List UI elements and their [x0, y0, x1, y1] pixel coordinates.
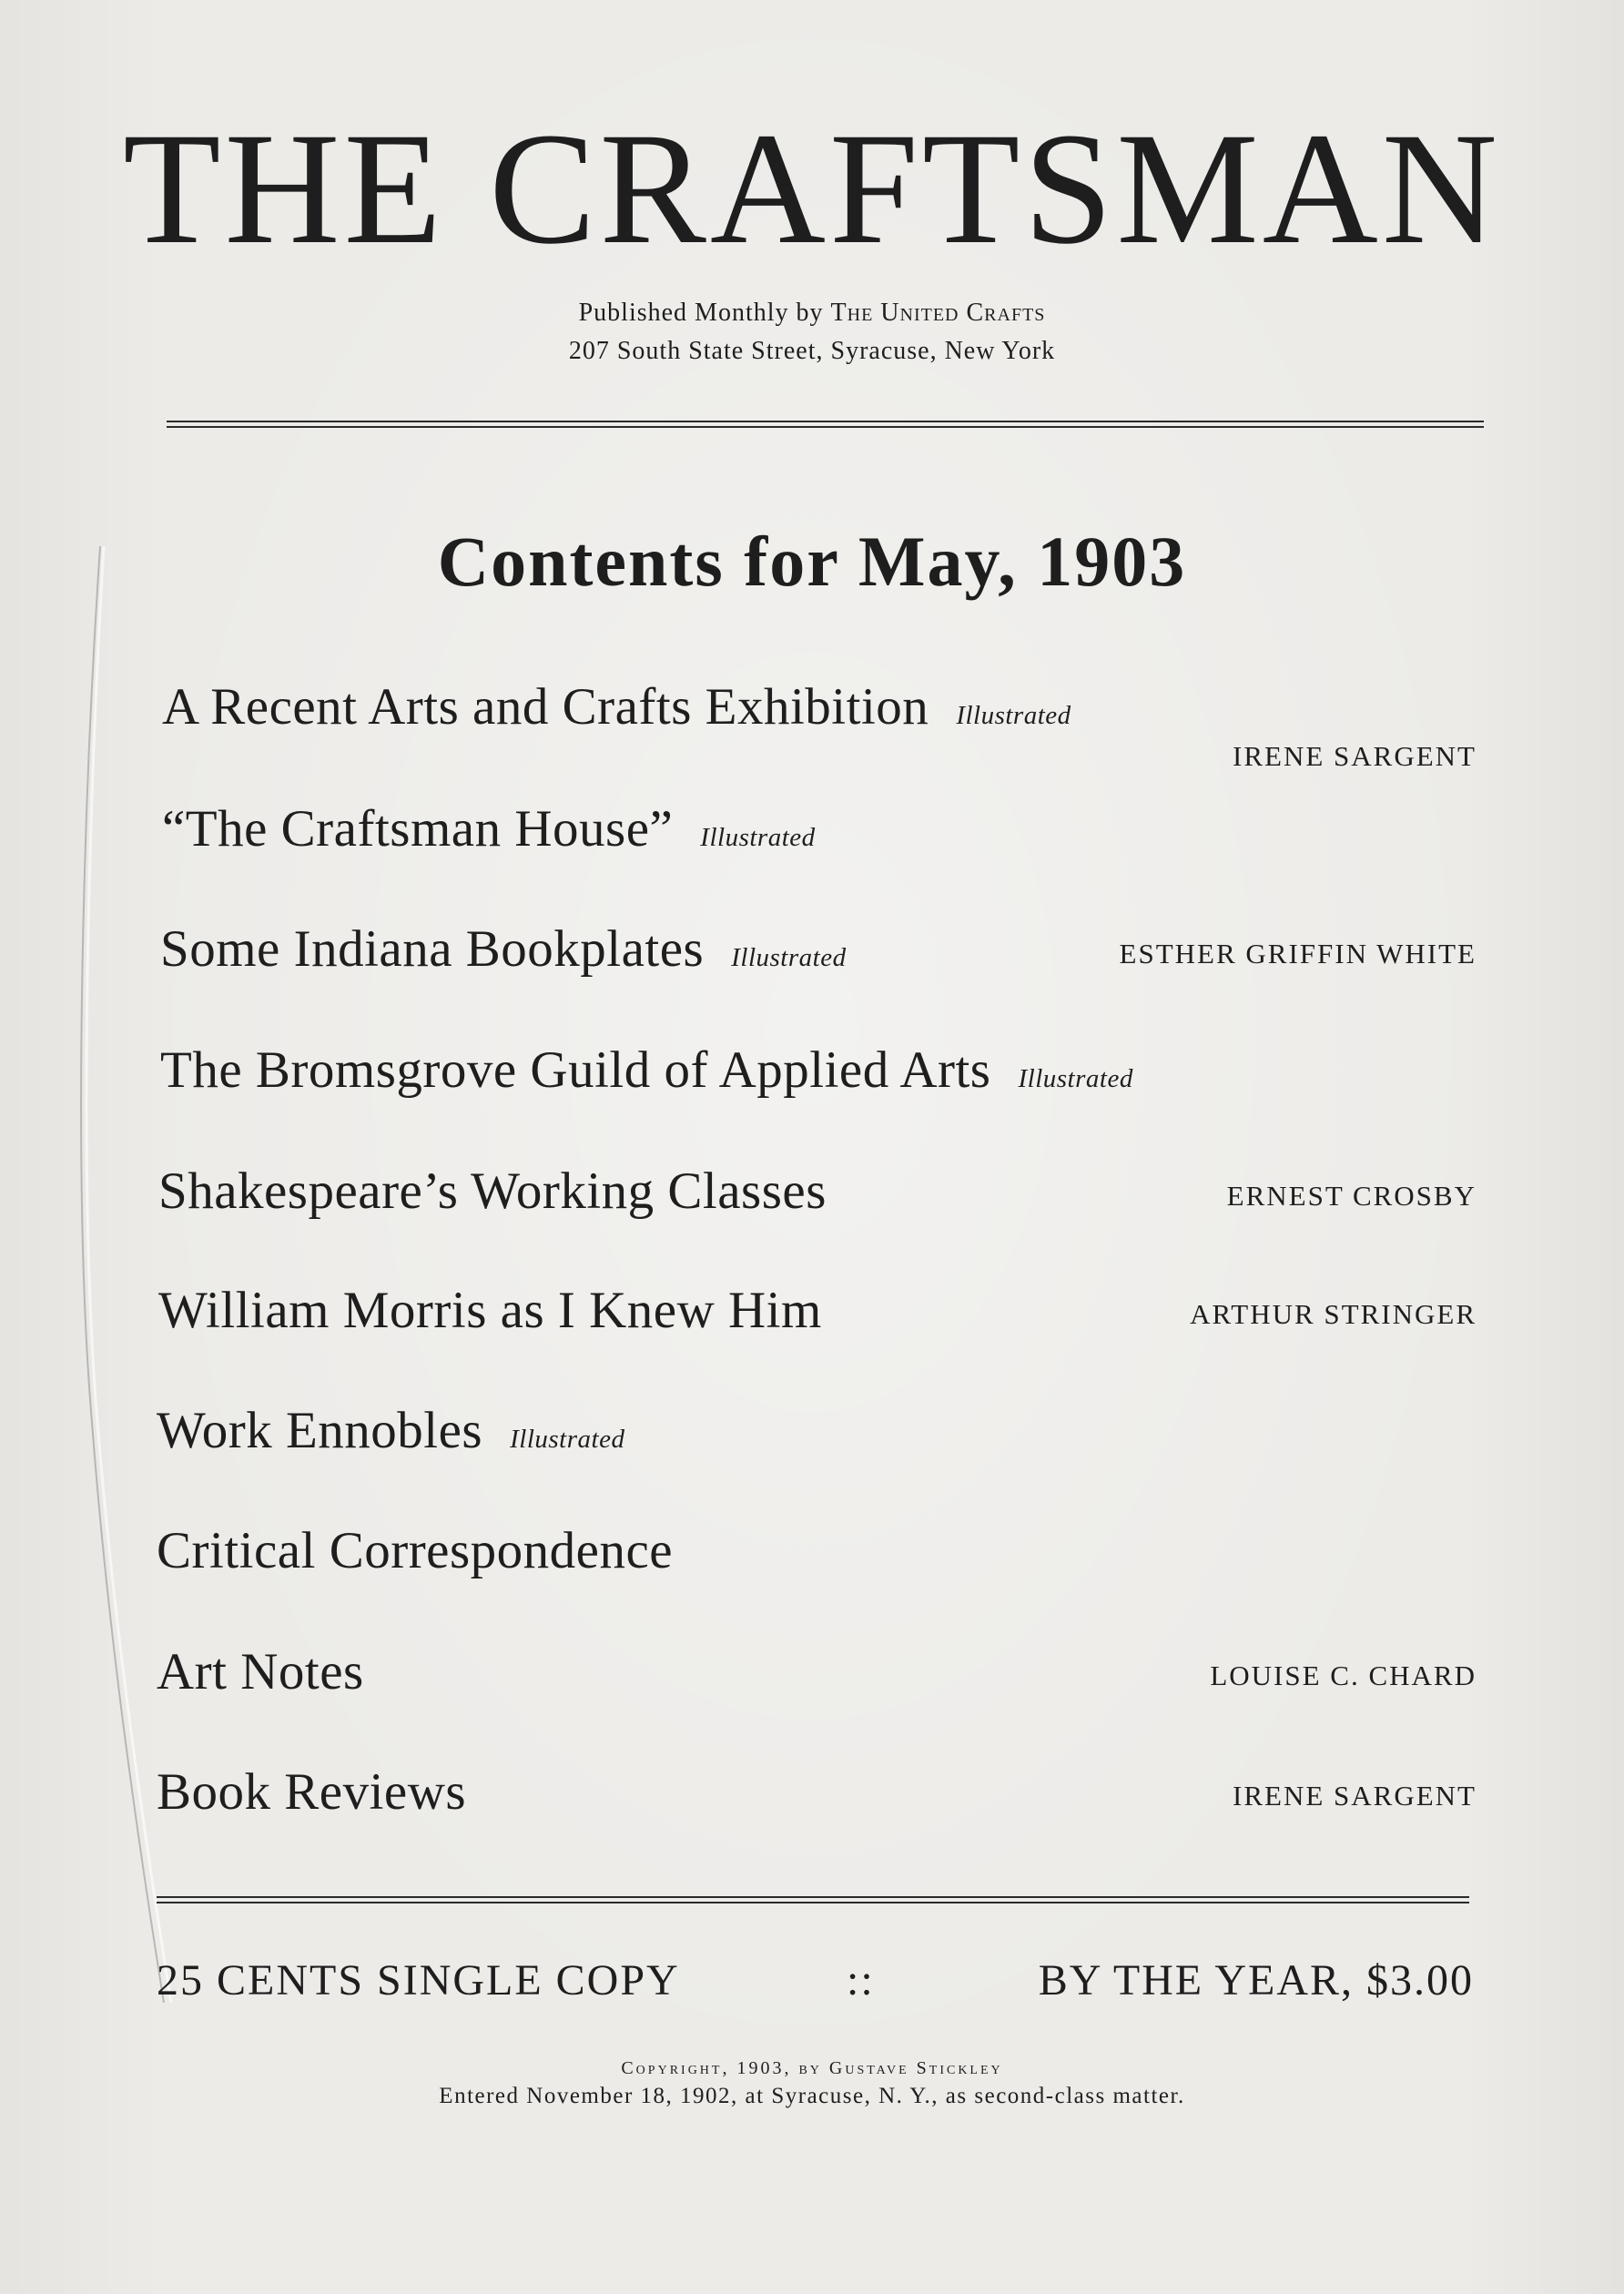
entry-title-text: Art Notes	[157, 1643, 364, 1700]
mailing-entry-notice: Entered November 18, 1902, at Syracuse, N. Y., as second-class matter.	[439, 2084, 1185, 2108]
contents-entry-title	[157, 1643, 364, 1700]
contents-entry-author: IRENE SARGENT	[1233, 740, 1477, 772]
entry-title-text: Some Indiana Bookplates	[160, 920, 705, 978]
contents-entry-title	[162, 678, 1071, 736]
illustrated-note: Illustrated	[510, 1425, 625, 1454]
contents-entry-title	[157, 1763, 467, 1821]
contents-entry-title	[158, 1282, 822, 1339]
copyright-notice: Copyright, 1903, by Gustave Stickley	[621, 2058, 1003, 2078]
contents-entry-author: ESTHER GRIFFIN WHITE	[1119, 938, 1477, 969]
entry-title-text: Shakespeare’s Working Classes	[158, 1162, 827, 1220]
illustrated-note: Illustrated	[731, 943, 847, 972]
entry-title-text: William Morris as I Knew Him	[158, 1282, 822, 1339]
entry-title-text: The Bromsgrove Guild of Applied Arts	[160, 1041, 991, 1099]
contents-entry-title	[157, 1402, 625, 1459]
masthead-title: THE CRAFTSMAN	[123, 100, 1501, 278]
entry-title-text: Critical Correspondence	[157, 1522, 674, 1579]
publisher-line	[0, 300, 1624, 326]
illustrated-note: Illustrated	[1018, 1064, 1133, 1093]
publisher-name: The United Crafts	[830, 299, 1046, 327]
published-prefix: Published Monthly by	[578, 299, 831, 327]
contents-heading: Contents for May, 1903	[437, 522, 1187, 601]
entry-title-text: Work Ennobles	[157, 1402, 483, 1459]
contents-entry-title	[160, 920, 847, 978]
single-copy-price: 25 CENTS SINGLE COPY	[157, 1956, 680, 2005]
top-double-rule	[167, 421, 1484, 428]
publisher-address: 207 South State Street, Syracuse, New York	[568, 337, 1056, 365]
contents-entry-title	[158, 1162, 827, 1220]
price-separator: ::	[847, 1956, 875, 2005]
contents-entry-title	[162, 800, 816, 858]
illustrated-note: Illustrated	[700, 823, 816, 852]
contents-entry-author: ERNEST CROSBY	[1226, 1180, 1477, 1212]
yearly-price: BY THE YEAR, $3.00	[1038, 1956, 1474, 2005]
entry-title-text: A Recent Arts and Crafts Exhibition	[162, 678, 929, 736]
contents-entry-author: ARTHUR STRINGER	[1190, 1298, 1477, 1330]
bottom-double-rule	[157, 1896, 1469, 1903]
contents-entry-title	[160, 1041, 1133, 1099]
entry-title-text: Book Reviews	[157, 1763, 467, 1821]
contents-entry-title	[157, 1522, 674, 1579]
contents-entry-author: LOUISE C. CHARD	[1210, 1660, 1477, 1691]
entry-title-text: “The Craftsman House”	[162, 800, 674, 858]
contents-entry-author: IRENE SARGENT	[1233, 1780, 1477, 1812]
illustrated-note: Illustrated	[956, 701, 1071, 730]
